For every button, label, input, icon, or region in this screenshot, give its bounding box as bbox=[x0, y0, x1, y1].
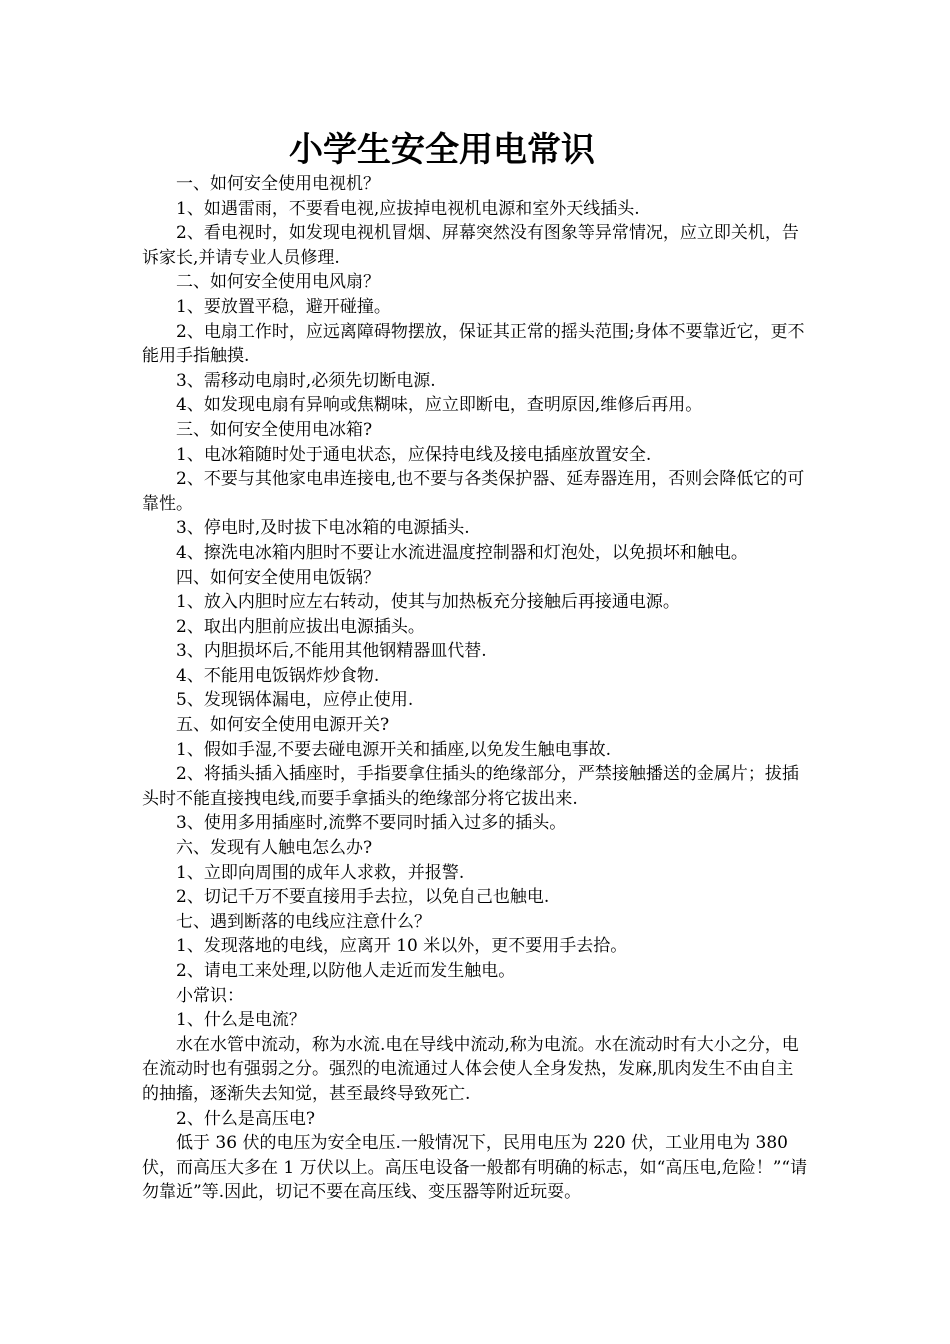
section-heading-fallen-wire: 七、遇到断落的电线应注意什么？ bbox=[176, 911, 431, 932]
section-heading-rice-cooker: 四、如何安全使用电饭锅？ bbox=[176, 567, 380, 588]
paragraph: 1、如遇雷雨，不要看电视,应拔掉电视机电源和室外天线插头. bbox=[176, 198, 640, 219]
paragraph: 3、使用多用插座时,流弊不要同时插入过多的插头。 bbox=[176, 813, 567, 834]
paragraph: 2、电扇工作时，应远离障碍物摆放，保证其正常的摇头范围;身体不要靠近它，更不能用手指触摸. bbox=[142, 321, 805, 367]
paragraph: 2、将插头插入插座时，手指要拿住插头的绝缘部分，严禁接触播送的金属片；拔插头时不能直接拽电线,而要手拿插头的绝缘部分将它拔出来. bbox=[142, 764, 799, 809]
subheading-current: 1、什么是电流？ bbox=[176, 1010, 306, 1031]
paragraph: 4、如发现电扇有异响或焦糊味，应立即断电，查明原因,维修后再用。 bbox=[176, 395, 703, 416]
section-heading-tips: 小常识： bbox=[176, 985, 244, 1006]
document-title: 小学生安全用电常识 bbox=[289, 130, 595, 170]
paragraph: 4、不能用电饭锅炸炒食物. bbox=[176, 665, 380, 686]
section-heading-tv: 一、如何安全使用电视机？ bbox=[176, 174, 380, 194]
paragraph: 2、看电视时，如发现电视机冒烟、屏幕突然没有图象等异常情况，应立即关机，告诉家长,并请专业人员修理. bbox=[142, 223, 799, 268]
paragraph: 2、不要与其他家电串连接电,也不要与各类保护器、延寿器连用，否则会降低它的可靠性。 bbox=[142, 469, 805, 514]
paragraph: 2、切记千万不要直接用手去拉，以免自己也触电. bbox=[176, 887, 550, 908]
paragraph: 水在水管中流动，称为水流.电在导线中流动,称为电流。水在流动时有大小之分，电在流动时也有强弱之分。强烈的电流通过人体会使人全身发热，发麻,肌肉发生不由自主的抽搐，逐渐失去知觉，甚至最终导致死亡. bbox=[142, 1034, 799, 1104]
paragraph: 1、立即向周围的成年人求救，并报警. bbox=[176, 862, 465, 883]
paragraph: 1、发现落地的电线，应离开 10 米以外，更不要用手去拾。 bbox=[176, 936, 628, 957]
paragraph: 3、内胆损坏后,不能用其他钢精器皿代替. bbox=[176, 641, 487, 662]
paragraph: 2、取出内胆前应拔出电源插头。 bbox=[176, 616, 425, 637]
subheading-high-voltage: 2、什么是高压电? bbox=[176, 1108, 315, 1129]
paragraph: 1、电冰箱随时处于通电状态，应保持电线及接电插座放置安全. bbox=[176, 444, 652, 465]
paragraph: 4、擦洗电冰箱内胆时不要让水流进温度控制器和灯泡处，以免损坏和触电。 bbox=[176, 542, 748, 563]
paragraph: 3、停电时,及时拔下电冰箱的电源插头. bbox=[176, 518, 470, 539]
document-body bbox=[142, 172, 810, 1205]
paragraph: 2、请电工来处理,以防他人走近而发生触电。 bbox=[176, 961, 516, 981]
paragraph: 5、发现锅体漏电，应停止使用. bbox=[176, 690, 414, 711]
section-heading-fan: 二、如何安全使用电风扇？ bbox=[176, 272, 380, 293]
paragraph: 1、假如手湿,不要去碰电源开关和插座,以免发生触电事故. bbox=[176, 739, 612, 760]
section-heading-fridge: 三、如何安全使用电冰箱? bbox=[176, 419, 373, 440]
paragraph: 3、需移动电扇时,必须先切断电源. bbox=[176, 370, 436, 391]
paragraph: 1、放入内胆时应左右转动，使其与加热板充分接触后再接通电源。 bbox=[176, 592, 680, 613]
paragraph: 低于 36 伏的电压为安全电压.一般情况下，民用电压为 220 伏，工业用电为 380 伏，而高压大多在 1 万伏以上。高压电设备一般都有明确的标志，如“高压电,危险！”“请勿靠近”等.因此，切记不要在高压线、变压器等附近玩耍。 bbox=[142, 1133, 808, 1203]
section-heading-switch: 五、如何安全使用电源开关? bbox=[176, 715, 390, 736]
paragraph: 1、要放置平稳，避开碰撞。 bbox=[176, 296, 391, 317]
section-heading-electric-shock: 六、发现有人触电怎么办? bbox=[176, 838, 373, 859]
